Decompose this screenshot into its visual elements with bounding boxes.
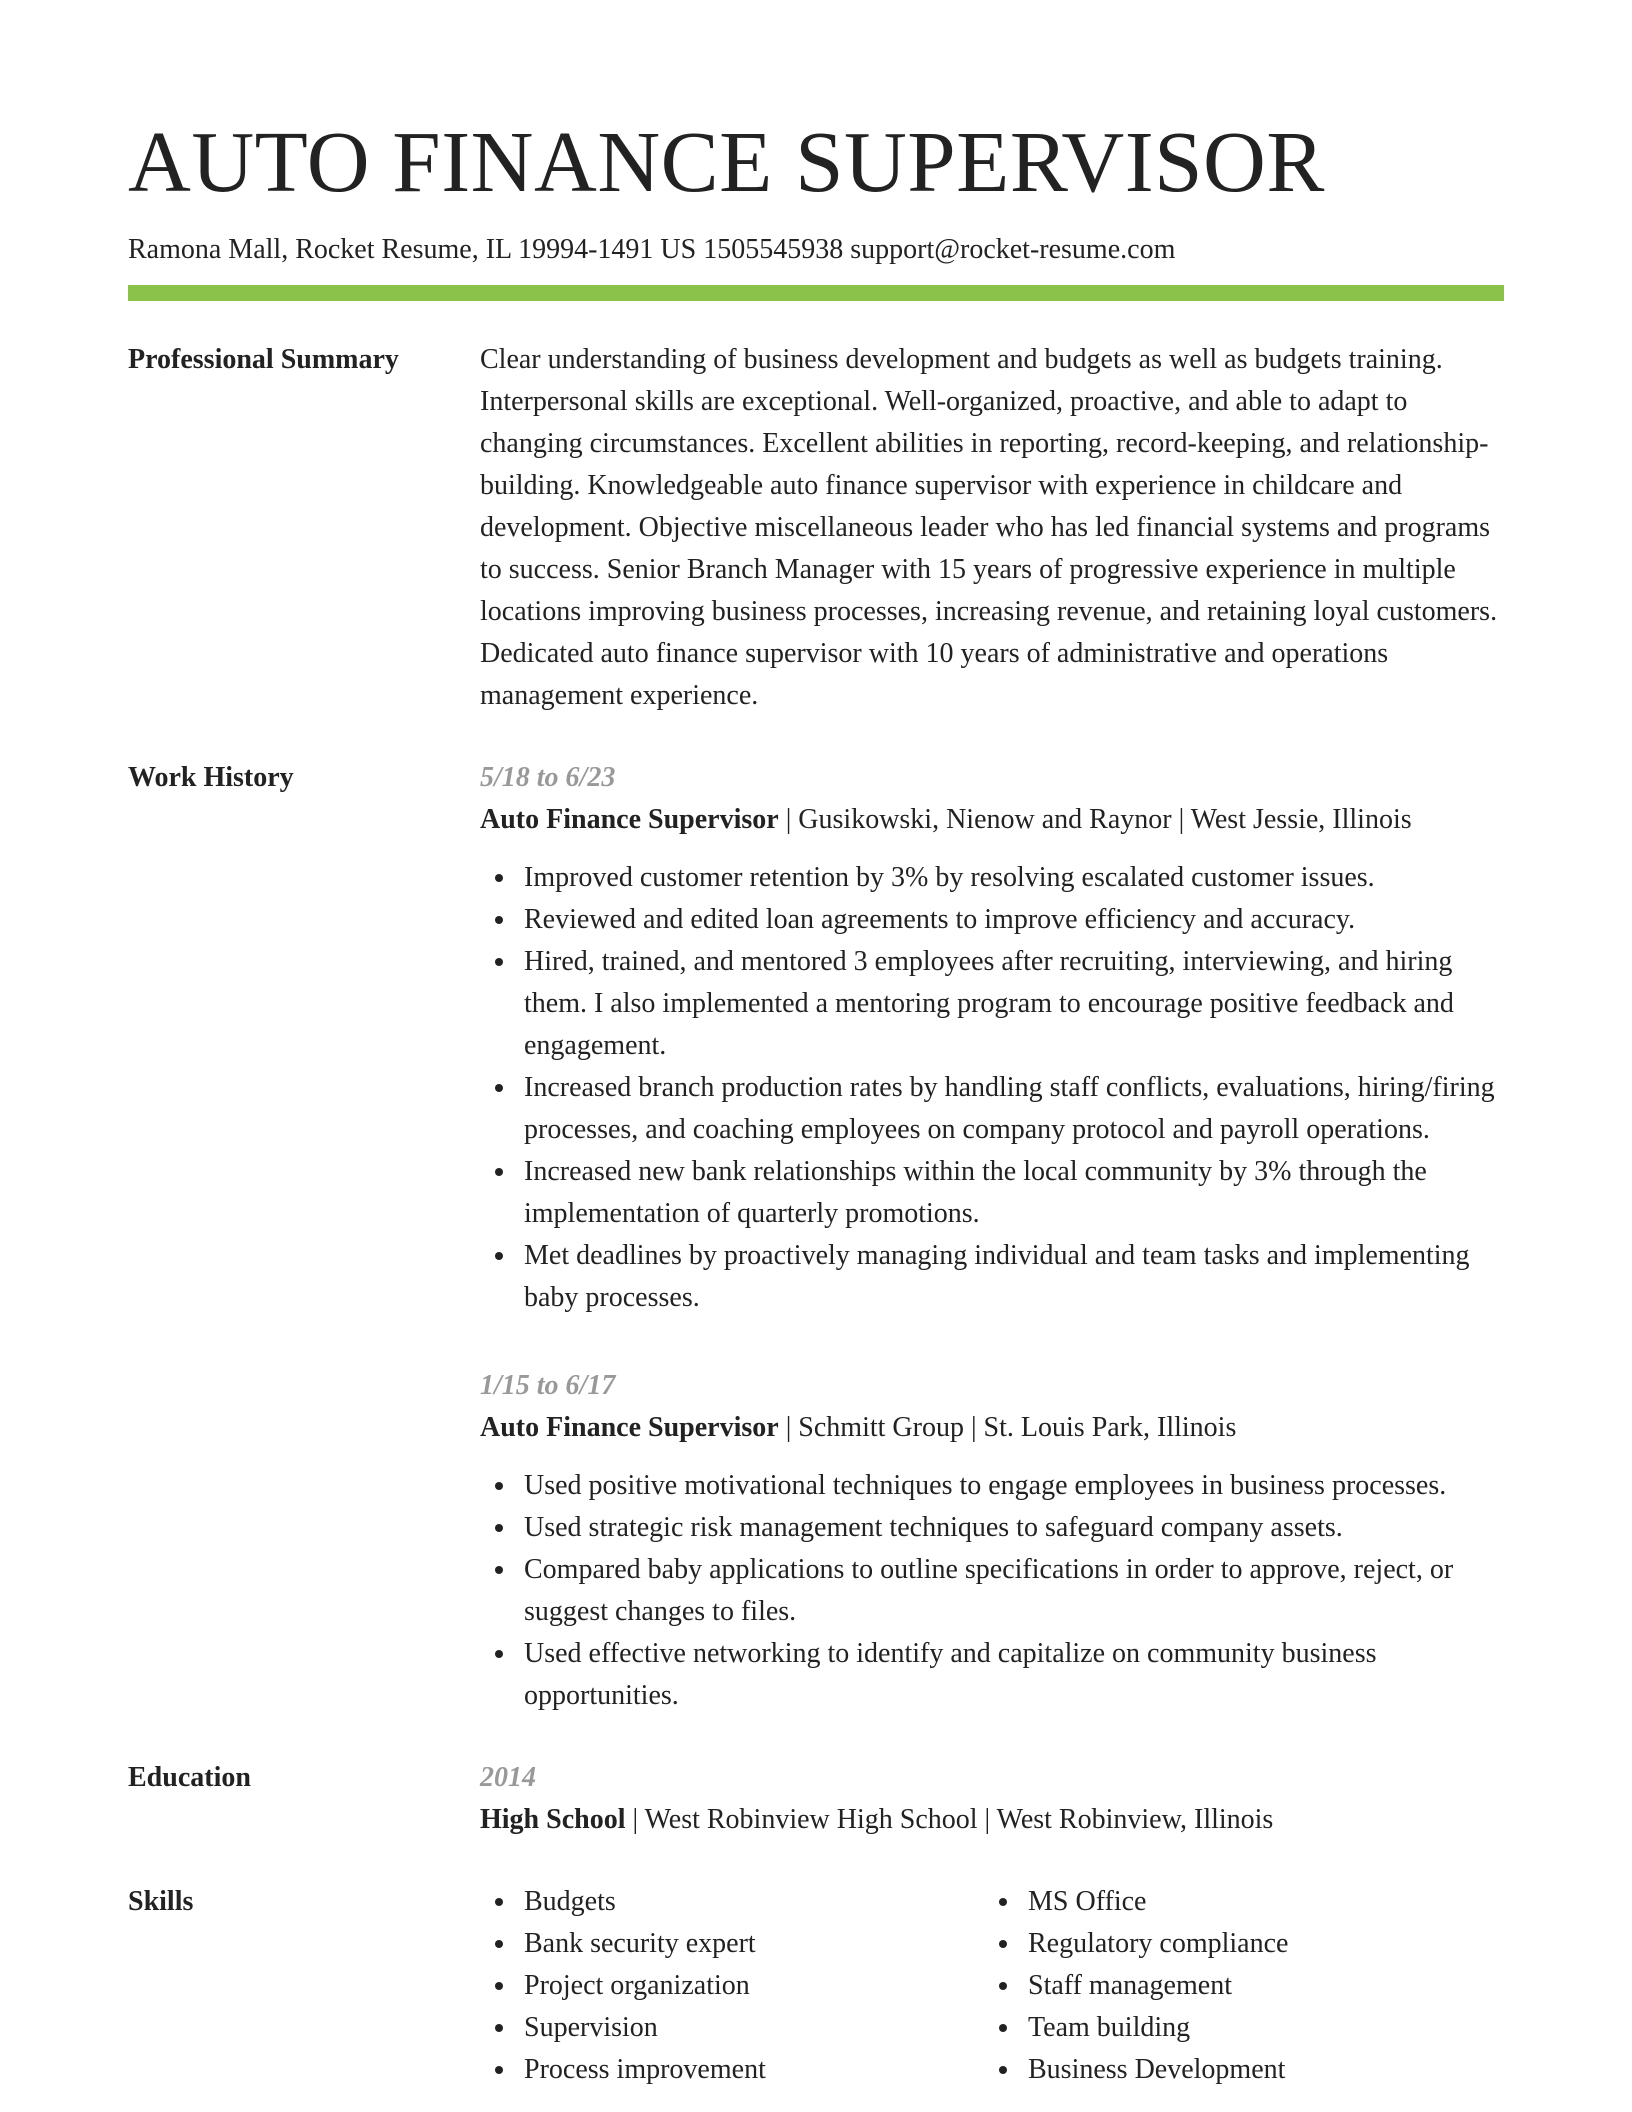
job-bullet: Increased branch production rates by handling staff conflicts, evaluations, hiring/firing processes, and coaching employees on company protocol and payroll operations. <box>480 1067 1504 1151</box>
skill-item: Project organization <box>480 1965 984 2007</box>
accent-divider <box>128 285 1504 301</box>
job-entry <box>480 1365 1504 1717</box>
skill-item: Regulatory compliance <box>984 1923 1488 1965</box>
job-bullet: Reviewed and edited loan agreements to improve efficiency and accuracy. <box>480 899 1504 941</box>
summary-section <box>128 339 1504 717</box>
education-section <box>128 1757 1504 1841</box>
education-details: | West Robinview High School | West Robinview, Illinois <box>625 1803 1274 1835</box>
section-title-work-history: Work History <box>128 761 294 793</box>
job-bullets <box>480 1465 1504 1717</box>
job-bullets <box>480 857 1504 1319</box>
job-bullet: Improved customer retention by 3% by resolving escalated customer issues. <box>480 857 1504 899</box>
skill-item: Budgets <box>480 1881 984 1923</box>
job-details: | Schmitt Group | St. Louis Park, Illinois <box>778 1411 1237 1443</box>
job-role-line <box>480 799 1504 841</box>
job-dates: 5/18 to 6/23 <box>480 761 616 793</box>
job-bullet: Used positive motivational techniques to engage employees in business processes. <box>480 1465 1504 1507</box>
summary-text: Clear understanding of business development and budgets as well as budgets training. Interpersonal skills are exceptional. Well-organized, proactive, and able to adapt to changing circumstances. Excellent abilities in reporting, record-keeping, and relationship-building. Knowledgeable auto finance supervisor with experience in childcare and development. Objective miscellaneous leader who has led financial systems and programs to success. Senior Branch Manager with 15 years of progressive experience in multiple locations improving business processes, increasing revenue, and retaining loyal customers. Dedicated auto finance supervisor with 10 years of administrative and operations management experience. <box>480 343 1498 711</box>
section-title-summary: Professional Summary <box>128 343 399 375</box>
work-history-section <box>128 757 1504 1717</box>
job-bullet: Used effective networking to identify and capitalize on community business opportunities. <box>480 1633 1504 1717</box>
job-bullet: Increased new bank relationships within the local community by 3% through the implementation of quarterly promotions. <box>480 1151 1504 1235</box>
job-bullet: Compared baby applications to outline specifications in order to approve, reject, or suggest changes to files. <box>480 1549 1504 1633</box>
skill-item: Business Development <box>984 2049 1488 2091</box>
education-line <box>480 1799 1504 1841</box>
job-role-line <box>480 1407 1504 1449</box>
skills-grid <box>480 1881 1504 2091</box>
section-title-education: Education <box>128 1761 251 1793</box>
job-entry <box>480 757 1504 1319</box>
job-bullet: Met deadlines by proactively managing individual and team tasks and implementing baby processes. <box>480 1235 1504 1319</box>
job-title: Auto Finance Supervisor <box>480 1411 779 1443</box>
skill-item: Team building <box>984 2007 1488 2049</box>
skills-list-right <box>984 1881 1488 2091</box>
contact-line: Ramona Mall, Rocket Resume, IL 19994-1491 US 1505545938 support@rocket-resume.com <box>128 234 1176 265</box>
education-year: 2014 <box>480 1761 536 1793</box>
education-degree: High School <box>480 1803 626 1835</box>
skill-item: Staff management <box>984 1965 1488 2007</box>
job-details: | Gusikowski, Nienow and Raynor | West Jessie, Illinois <box>778 803 1412 835</box>
skill-item: Process improvement <box>480 2049 984 2091</box>
job-bullet: Used strategic risk management techniques to safeguard company assets. <box>480 1507 1504 1549</box>
section-title-skills: Skills <box>128 1885 194 1917</box>
skill-item: MS Office <box>984 1881 1488 1923</box>
job-dates: 1/15 to 6/17 <box>480 1369 616 1401</box>
skill-item: Supervision <box>480 2007 984 2049</box>
resume-name: AUTO FINANCE SUPERVISOR <box>128 113 1325 210</box>
job-bullet: Hired, trained, and mentored 3 employees after recruiting, interviewing, and hiring them. I also implemented a mentoring program to encourage positive feedback and engagement. <box>480 941 1504 1067</box>
job-title: Auto Finance Supervisor <box>480 803 779 835</box>
skills-section <box>128 1881 1504 2091</box>
skill-item: Bank security expert <box>480 1923 984 1965</box>
skills-list-left <box>480 1881 984 2091</box>
